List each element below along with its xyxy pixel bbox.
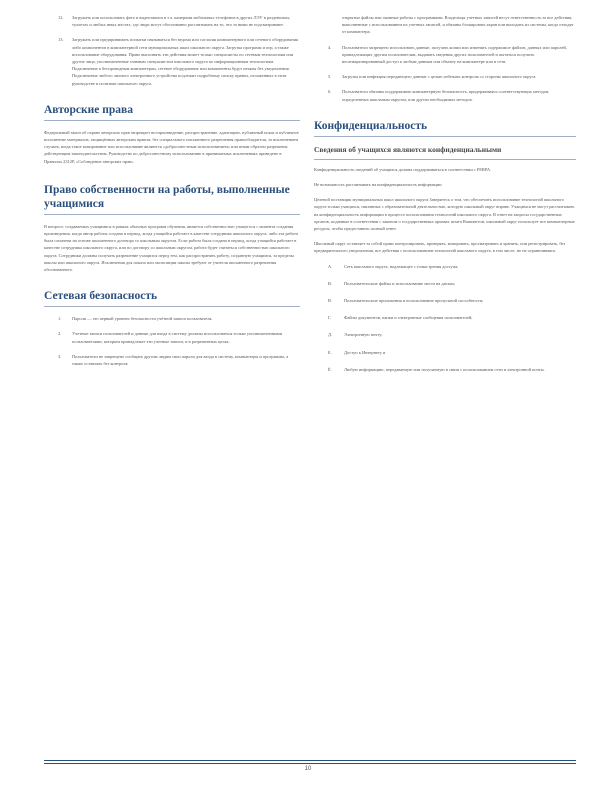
list-text: открытые файлы или оконные работы с программами. Владельцы учетных записей несут ответственность за все действия, выполненные с использованием их учетных записей, и обязаны блокировать экран или выходить из системы, когда отходят от компьютера. <box>342 15 574 35</box>
privacy-paragraph-1: Конфиденциальность сведений об учащихся должна поддерживаться в соответствии с FERPA. <box>314 166 492 172</box>
list-item <box>44 14 300 28</box>
list-letter: Г. <box>328 315 332 321</box>
list-text: Доступ к Интернету и <box>344 349 386 355</box>
privacy-paragraph-4: Школьный округ оставляет за собой право контролировать, проверять, копировать, просматривать и хранить, или регистрировать, без предварительного уведомления, все действия с использованием технологий школьного округа, в том числе, но не ограничиваясь: <box>314 241 566 254</box>
list-item <box>314 263 576 270</box>
network-heading: Сетевая безопасность <box>44 290 158 303</box>
list-number: 6. <box>328 89 332 95</box>
copyright-body: Федеральный закон об охране авторских прав запрещает воспроизведение, распространение, адаптацию, публичный показ и публичное исполнение материалов, защищённых авторским правом, без специального письменного разрешения правообладателя, за исключением случаев, когда такое копирование или использование являются «добросовестным использованием» или иным образом разрешены действующим законодательством. Руководство по добросовестному использованию в принимаемых исключениях приведено в Правилах 2312Р, «Соблюдение авторских прав». <box>44 129 299 164</box>
list-item <box>44 36 300 86</box>
left-column <box>44 14 300 375</box>
list-text: Пароли — это первый уровень безопасности учётной записи пользователя. <box>72 316 213 322</box>
section-divider <box>44 120 300 121</box>
list-item <box>314 331 576 338</box>
copyright-heading: Авторские права <box>44 103 133 116</box>
list-number: 5. <box>328 74 332 80</box>
list-number <box>314 14 342 36</box>
section-divider <box>44 306 300 307</box>
list-text: Любую информацию, передаваемую или получаемую в связи с использованием сети и электронной почты. <box>344 366 545 372</box>
privacy-paragraph-2: Не возможность рассчитывать на конфиденциальность информации <box>314 182 442 188</box>
right-top-list <box>314 14 576 103</box>
list-number: 2. <box>58 331 62 337</box>
list-text: Загрузка или инфекция передающего данные с целью избежать контроля со стороны школьного округа. <box>342 74 537 80</box>
list-item <box>44 330 300 344</box>
footer-rule <box>44 763 576 764</box>
network-list <box>44 315 300 367</box>
section-divider <box>314 136 576 137</box>
list-number: 1. <box>58 316 62 322</box>
list-item <box>314 88 576 102</box>
list-text: Сеть школьного округа, надлежащее с точки зрения доступа; <box>344 263 459 269</box>
list-text: Пользователи не запрещено сообщать другим людям свои пароли для входа в систему, компьютеры и программы, а также оставлять без контроля <box>72 353 289 367</box>
list-item <box>314 349 576 356</box>
privacy-subheading: Сведения об учащихся являются конфиденциальными <box>314 144 502 154</box>
list-letter: Ё. <box>328 366 332 372</box>
list-text: Электронную почту; <box>344 332 383 338</box>
list-item <box>314 14 576 36</box>
list-number: 13. <box>58 37 64 43</box>
list-text: Учетные записи пользователей и данные для входа в систему должны использоваться только уполномоченными пользователями, которым принадлежат эти учетные записи, и в разрешенных целях. <box>72 331 283 344</box>
list-letter: Е. <box>328 349 332 355</box>
list-text: Загружать или предпринимать попытки связываться без ведома или согласия компьютерного или сетевого оборудования либо компонентов в компьютерной сети муниципальных школ школьного округа. Загрузка программ и игр, а также использование оборудования. Право выполнять эти действия может только специалисты по сетевым технологиям или другие лица, уполномоченные главным специалистом школьного округа по информационным технологиям. Подключение к беспроводным компьютерам, сетевое оборудование или компоненты будут изъяты без уведомления. Подключение любого личного электронного устройства подлежит подробному списку правил, изложенных в этом руководстве и политике школьного округа. <box>72 37 298 86</box>
list-item <box>314 297 576 304</box>
list-number: 12. <box>58 15 64 20</box>
list-letter: B. <box>328 298 333 304</box>
list-number: 4. <box>328 44 332 50</box>
footer-rule <box>44 760 576 761</box>
list-number: 3. <box>58 353 62 359</box>
list-text: Пользовательские приложения и использование пропускной способности; <box>344 298 484 304</box>
section-divider <box>44 214 300 215</box>
list-text: Файлы документов, папки и электронные сообщения пользователей; <box>344 315 473 321</box>
subsection-divider <box>314 159 576 160</box>
list-text: Пользователи обязаны поддерживать компьютерную безопасность, придерживаясь соответствующих методов, определенных школьным округом, или других необходимых методов. <box>342 89 550 102</box>
list-item <box>314 73 576 80</box>
privacy-heading: Конфиденциальность <box>314 119 428 132</box>
list-item <box>314 314 576 321</box>
privacy-list <box>314 263 576 373</box>
privacy-paragraph-3: Целевой поставщик муниципальных школ школьного округа Заверитесь о том, что обеспечить использование технологий школьного округа только учащихся, связанных с образовательной деятельностью, которую школьный округ вправе. Учащимся не могут рассчитывать на конфиденциальность информации в процессе использования технологий школьного округа. В ответ на запросы государственных органов, поданные в соответствии с законом о государственных архивах штата Вашингтон, школьный округ использует все компьютерные ресурсы, чтобы предоставить полный ответ. <box>314 197 575 232</box>
list-item <box>314 280 576 287</box>
list-text: Пользовательские файлы и использование места на дисках; <box>344 280 456 286</box>
list-item <box>314 366 576 373</box>
left-top-list <box>44 14 300 87</box>
list-letter: B. <box>328 280 333 286</box>
list-letter: A. <box>328 263 333 269</box>
list-letter: Д. <box>328 332 333 338</box>
list-item <box>44 353 300 367</box>
list-text: Пользователи запрещено использовать данные, получать копии или изменять содержимое файлов, данных или паролей, принадлежащих другим пользователям, выдавать сведения других пользователей и пытаться получить несанкционированный доступ к любым данным или объекту на компьютере или в сети. <box>342 44 567 65</box>
list-text: Загружать или использовать фото и видеозаписи в т.ч. камерами мобильных телефонов в других ЛЭУ в раздевалках, туалетах и любых иных местах, где люди могут обоснованно рассчитывать на то, что за ними не подсматривают. <box>72 15 291 28</box>
page-number: 10 <box>304 766 312 772</box>
ownership-body: В вопросе, создаваемых учащимися в рамках обычных программ обучения, является собственностью учащегося с момента создания произведения, когда автор работы создана в период, когда учащийся работает в качестве сотрудника школьного округа, либо эта работа была оплачена на основе письменного договора со школьным округом. Если работа была создана в период, когда учащийся работает в качестве сотрудника школьного округа, или по договору со школьным округом, работа будет считаться собственностью школьного округа. Сотрудники должны получать разрешение учащихся перед тем, как распространять работу, созданную учащимся, за пределы школы или школьного округа. Исключения для показа или экспозиции школы требуют от учителя письменного разрешения обоснованного. <box>44 223 298 273</box>
ownership-heading: Право собственности на работы, выполненные учащимися <box>44 183 290 210</box>
list-item <box>44 315 300 322</box>
list-item <box>314 44 576 66</box>
right-column <box>314 14 576 383</box>
